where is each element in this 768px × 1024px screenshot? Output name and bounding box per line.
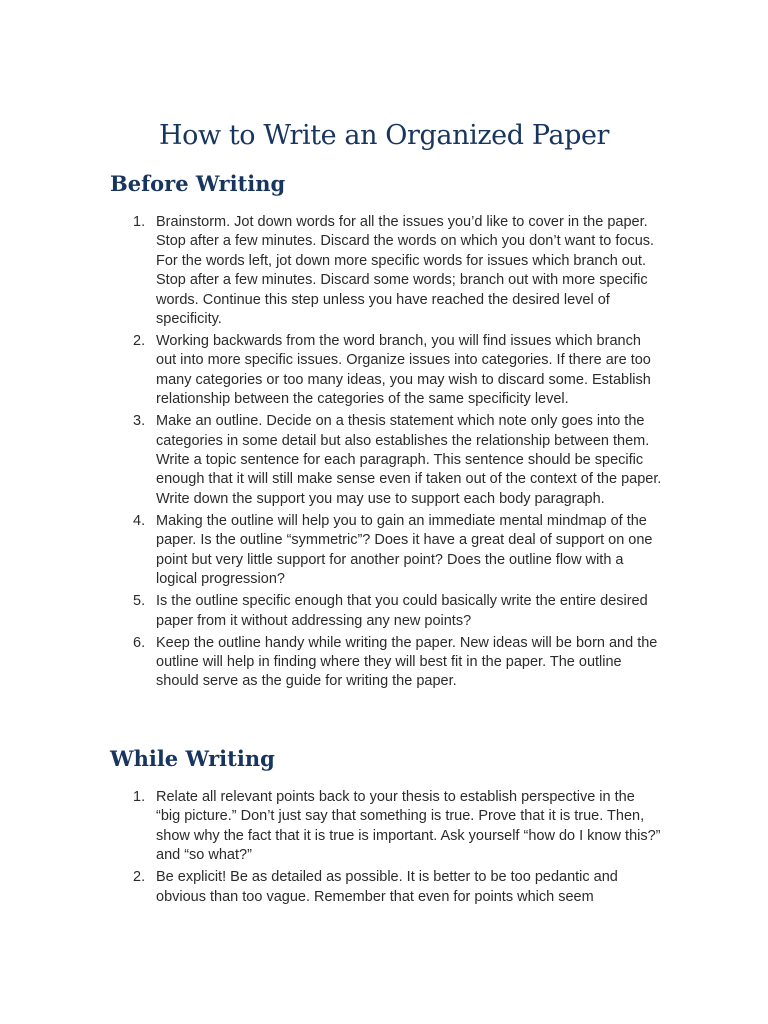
- list-item-number: 6.: [133, 634, 146, 651]
- list-item-text: Keep the outline handy while writing the paper. New ideas will be born and the outline will help in finding where they will best fit in the paper. The outline should serve as the guide for writing the paper.: [156, 634, 658, 690]
- while-writing-list: [0, 788, 768, 907]
- list-item-number: 1.: [133, 789, 146, 805]
- list-item: [0, 412, 768, 509]
- list-item-text: Relate all relevant points back to your thesis to establish perspective in the “big picture.” Don’t just say that something is true. Prove that it is true. Then, show why the fact that it is true is important. Ask yourself “how do I know this?” and “so what?”: [156, 789, 661, 864]
- list-item-text: Is the outline specific enough that you could basically write the entire desired paper from it without addressing any new points?: [156, 593, 648, 629]
- list-item-text: Be explicit! Be as detailed as possible. It is better to be too pedantic and obvious than too vague. Remember that even for points which seem: [156, 869, 618, 905]
- list-item: [0, 512, 768, 590]
- list-item-text: Brainstorm. Jot down words for all the issues you’d like to cover in the paper. Stop after a few minutes. Discard the words on which you don’t want to focus. For the words left, jot down more specific words for issues which branch out. Stop after a few minutes. Discard some words; branch out with more specific words. Continue this step unless you have reached the desired level of specificity.: [156, 214, 655, 328]
- section-heading-before-writing: Before Writing: [110, 171, 286, 196]
- list-item-text: Making the outline will help you to gain an immediate mental mindmap of the paper. Is the outline “symmetric”? Does it have a great deal of support on one point but very little support for another point? Does the outline flow with a logical progression?: [156, 512, 653, 588]
- list-item-number: 2.: [133, 333, 146, 350]
- list-item: [0, 332, 768, 410]
- before-writing-list: [0, 213, 768, 692]
- page-title: How to Write an Organized Paper: [158, 120, 610, 151]
- list-item-number: 1.: [133, 214, 146, 230]
- list-item-number: 4.: [133, 512, 146, 529]
- list-item-text: Make an outline. Decide on a thesis statement which note only goes into the categories in some detail but also establishes the relationship between them. Write a topic sentence for each paragraph. This sentence should be specific enough that it will still make sense even if taken out of the context of the paper. Write down the support you may use to support each body paragraph.: [156, 413, 662, 507]
- list-item-text: Working backwards from the word branch, you will find issues which branch out into more specific issues. Organize issues into categories. If there are too many categories or too many ideas, you may wish to discard some. Establish relationship between the categories of the same specificity level.: [156, 333, 651, 408]
- list-item: [0, 868, 768, 907]
- list-item: [0, 634, 768, 692]
- list-item-number: 5.: [133, 593, 146, 610]
- list-item: [0, 592, 768, 631]
- section-heading-while-writing: While Writing: [110, 746, 275, 771]
- list-item-number: 3.: [133, 413, 146, 430]
- list-item: [0, 213, 768, 329]
- list-item-number: 2.: [133, 869, 146, 886]
- list-item: [0, 788, 768, 866]
